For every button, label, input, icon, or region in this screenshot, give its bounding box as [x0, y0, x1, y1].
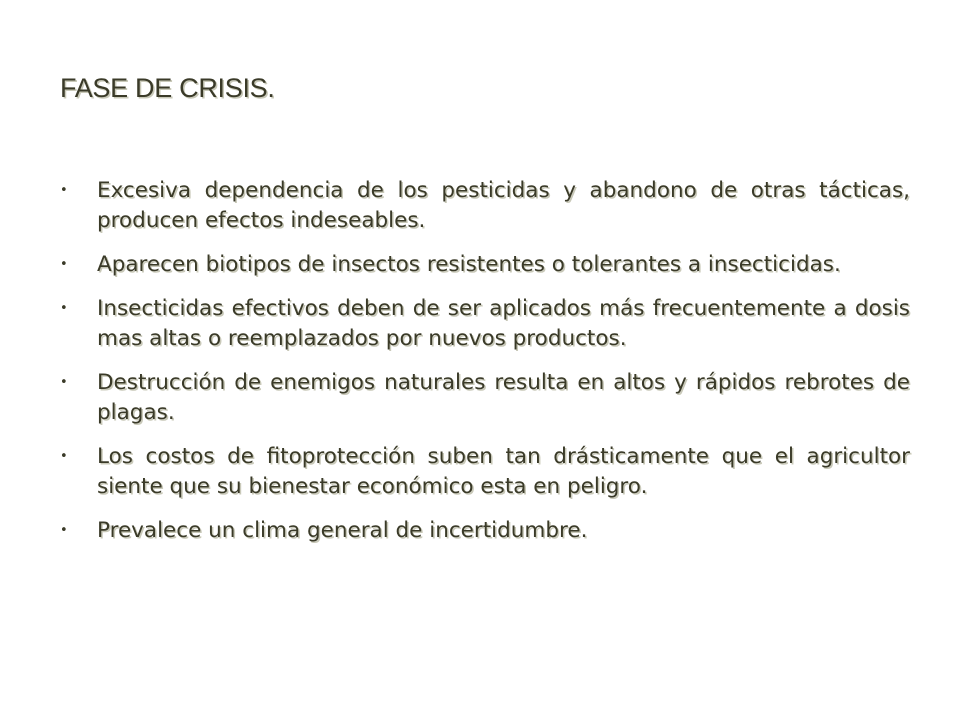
bullet-item [60, 294, 910, 354]
bullet-dot-icon: • [60, 257, 68, 272]
bullet-text: Destrucción de enemigos naturales resulta en altos y rápidos rebrotes de plagas. [97, 370, 910, 425]
bullet-dot-icon: • [60, 523, 68, 538]
bullet-item [60, 516, 910, 546]
bullet-item [60, 250, 910, 280]
bullet-item [60, 176, 910, 236]
bullet-dot-icon: • [60, 449, 68, 464]
bullet-text: Excesiva dependencia de los pesticidas y abandono de otras tácticas, producen efectos indeseables. [97, 178, 910, 233]
bullet-item [60, 442, 910, 502]
bullet-dot-icon: • [60, 301, 68, 316]
bullet-text: Los costos de fitoprotección suben tan drásticamente que el agricultor siente que su bienestar económico esta en peligro. [97, 444, 910, 499]
bullet-item [60, 368, 910, 428]
bullet-text: Prevalece un clima general de incertidumbre. [97, 518, 588, 543]
bullet-text: Aparecen biotipos de insectos resistentes o tolerantes a insecticidas. [97, 252, 841, 277]
bullet-list [60, 176, 910, 546]
bullet-dot-icon: • [60, 375, 68, 390]
bullet-text: Insecticidas efectivos deben de ser aplicados más frecuentemente a dosis mas altas o reemplazados por nuevos productos. [97, 296, 910, 351]
bullet-dot-icon: • [60, 183, 68, 198]
slide-title: FASE DE CRISIS. [60, 73, 275, 103]
